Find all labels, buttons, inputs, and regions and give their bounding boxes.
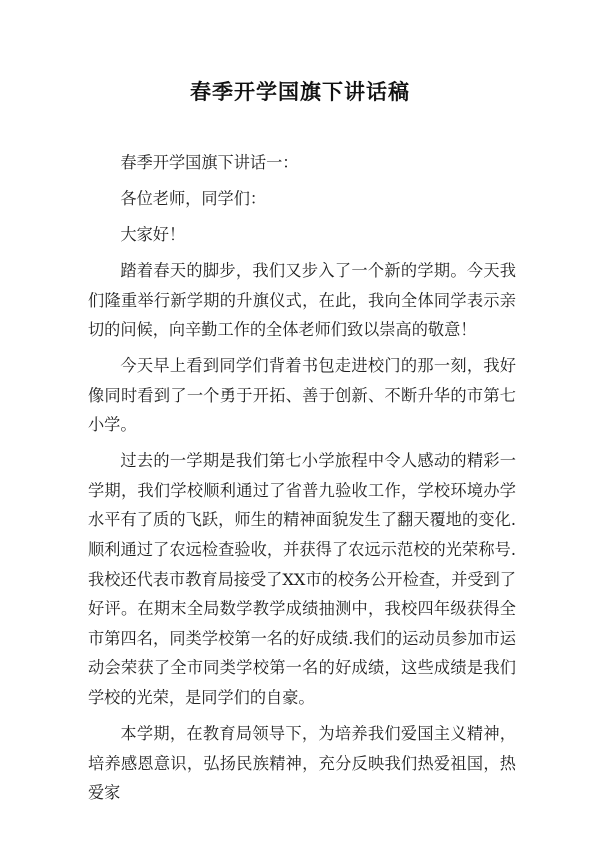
paragraph-intro: 踏着春天的脚步，我们又步入了一个新的学期。今天我们隆重举行新学期的升旗仪式，在此，我向全体同学表示亲切的问候，向辛勤工作的全体老师们致以崇高的敬意！ xyxy=(88,260,516,340)
document-body xyxy=(88,148,516,814)
paragraph-this-semester: 本学期，在教育局领导下，为培养我们爱国主义精神，培养感恩意识，弘扬民族精神，充分反映我们热爱祖国，热爱家 xyxy=(88,724,516,803)
paragraph-last-semester: 过去的一学期是我们第七小学旅程中令人感动的精彩一学期，我们学校顺利通过了省普九验收工作，学校环境办学水平有了质的飞跃，师生的精神面貌发生了翻天覆地的变化.顺利通过了农远检查验收，并获得了农远示范校的光荣称号.我校还代表市教育局接受了XX市的校务公开检查，并受到了好评。在期末全局数学教学成绩抽测中，我校四年级获得全市第四名，同类学校第一名的好成绩.我们的运动员参加市运动会荣获了全市同类学校第一名的好成绩，这些成绩是我们学校的光荣，是同学们的自豪。 xyxy=(88,451,516,708)
paragraph-salutation: 各位老师，同学们： xyxy=(120,188,267,208)
paragraph-greeting: 大家好！ xyxy=(120,224,186,244)
paragraph-heading: 春季开学国旗下讲话一： xyxy=(120,153,299,172)
document-title: 春季开学国旗下讲话稿 xyxy=(190,80,410,104)
paragraph-morning: 今天早上看到同学们背着书包走进校门的那一刻，我好像同时看到了一个勇于开拓、善于创新、不断升华的市第七小学。 xyxy=(88,356,516,435)
